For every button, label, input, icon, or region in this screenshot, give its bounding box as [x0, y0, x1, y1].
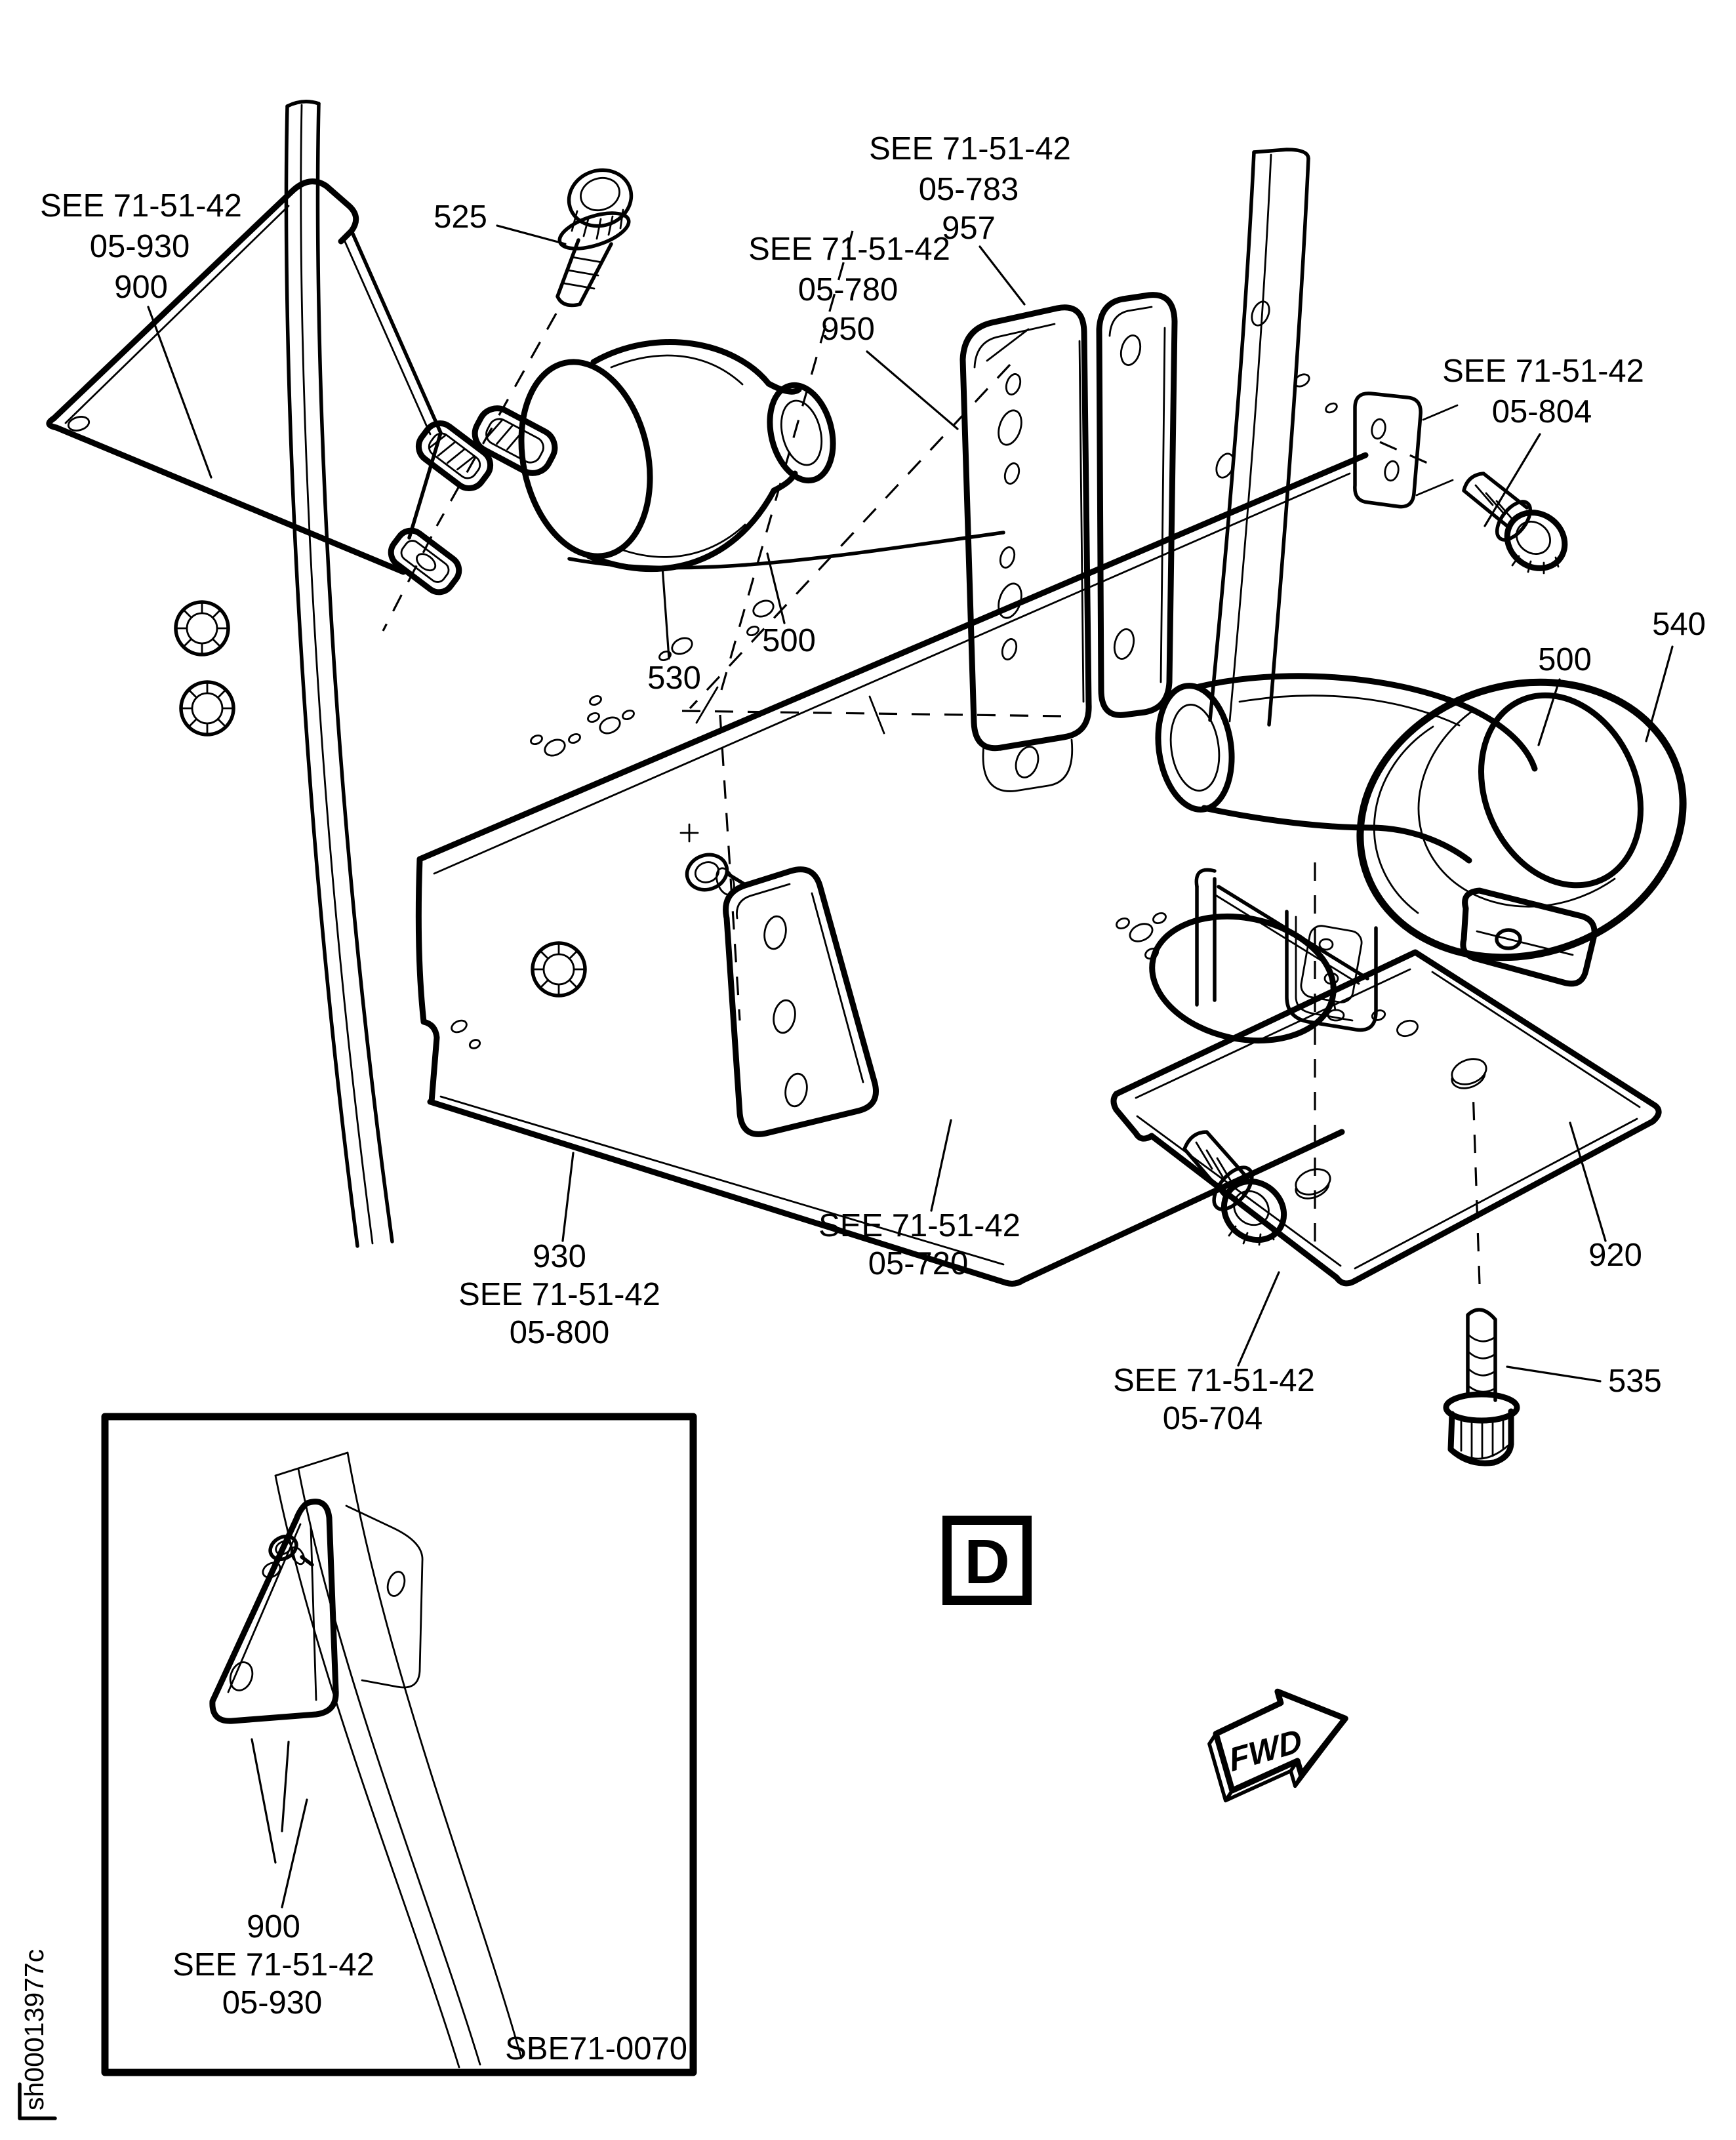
callout-bolt-704	[1113, 1363, 1315, 1436]
callout-panel-930	[458, 1239, 660, 1350]
svg-text:900: 900	[114, 270, 168, 305]
sheet-id-block	[19, 1949, 55, 2118]
bracket-920	[1114, 870, 1659, 1283]
stud-535	[1446, 1310, 1517, 1463]
fwd-arrow	[1201, 1676, 1360, 1806]
svg-text:SEE 71-51-42: SEE 71-51-42	[748, 232, 950, 267]
callout-bracket-900-top	[40, 188, 242, 305]
tab-804	[1355, 394, 1421, 507]
detail-d-marker	[947, 1520, 1027, 1600]
svg-text:05-930: 05-930	[89, 229, 190, 264]
callout-inset-bracket-900	[172, 1909, 374, 2021]
leader-lines	[148, 226, 1672, 1907]
tube-500-right	[1150, 676, 1535, 860]
callout-bolt-525: 525	[434, 199, 487, 235]
svg-text:957: 957	[942, 211, 996, 246]
callout-bracket-920: 920	[1588, 1238, 1642, 1273]
plate-720	[726, 870, 876, 1135]
panel-930	[418, 372, 1457, 1283]
plate-957	[1099, 295, 1175, 716]
svg-text:SEE 71-51-42: SEE 71-51-42	[818, 1208, 1020, 1243]
bolt-525	[555, 162, 639, 305]
svg-text:05-804: 05-804	[1491, 394, 1592, 430]
svg-text:05-783: 05-783	[918, 172, 1019, 207]
svg-text:SEE 71-51-42: SEE 71-51-42	[458, 1277, 660, 1312]
panel-holes	[450, 372, 1339, 1050]
callout-plate-957	[869, 131, 1071, 246]
detail-d-letter: D	[964, 1527, 1010, 1597]
plate-950	[963, 308, 1089, 792]
right-rail	[1210, 150, 1308, 725]
fwd-arrow-label: FWD	[1226, 1722, 1305, 1779]
rail-bolt-heads	[176, 602, 233, 735]
callout-plate-950	[748, 232, 950, 347]
callout-tube-500-left: 500	[762, 623, 816, 658]
svg-text:900: 900	[247, 1909, 300, 1945]
callout-tube-500-right: 500	[1538, 642, 1592, 677]
inset-drawing-code: SBE71-0070	[505, 2031, 687, 2067]
callout-plate-720	[818, 1208, 1020, 1282]
bolt-804	[1464, 474, 1576, 580]
svg-text:05-930: 05-930	[222, 1985, 323, 2021]
ring-clamp	[1463, 891, 1594, 984]
svg-text:SEE 71-51-42: SEE 71-51-42	[1442, 353, 1644, 389]
callout-isolator-530: 530	[647, 660, 701, 696]
svg-text:SEE 71-51-42: SEE 71-51-42	[1113, 1363, 1315, 1398]
left-rail	[286, 102, 392, 1246]
svg-text:SEE 71-51-42: SEE 71-51-42	[40, 188, 242, 224]
svg-text:05-800: 05-800	[509, 1315, 610, 1350]
isolator-530	[468, 342, 1003, 569]
callout-stud-535: 535	[1608, 1363, 1662, 1399]
callout-bolt-804	[1442, 353, 1644, 430]
svg-text:05-720: 05-720	[868, 1246, 969, 1282]
svg-text:05-704: 05-704	[1162, 1401, 1263, 1436]
svg-text:950: 950	[821, 312, 875, 347]
svg-text:05-780: 05-780	[797, 272, 898, 308]
sheet-id-text: sh00013977c	[19, 1948, 49, 2110]
callout-ring-540: 540	[1652, 607, 1706, 642]
svg-text:SEE 71-51-42: SEE 71-51-42	[172, 1947, 374, 1983]
tube-500-left	[760, 378, 842, 491]
svg-text:SEE 71-51-42: SEE 71-51-42	[869, 131, 1071, 167]
panel-bolt-head	[533, 943, 585, 996]
svg-text:930: 930	[533, 1239, 586, 1274]
